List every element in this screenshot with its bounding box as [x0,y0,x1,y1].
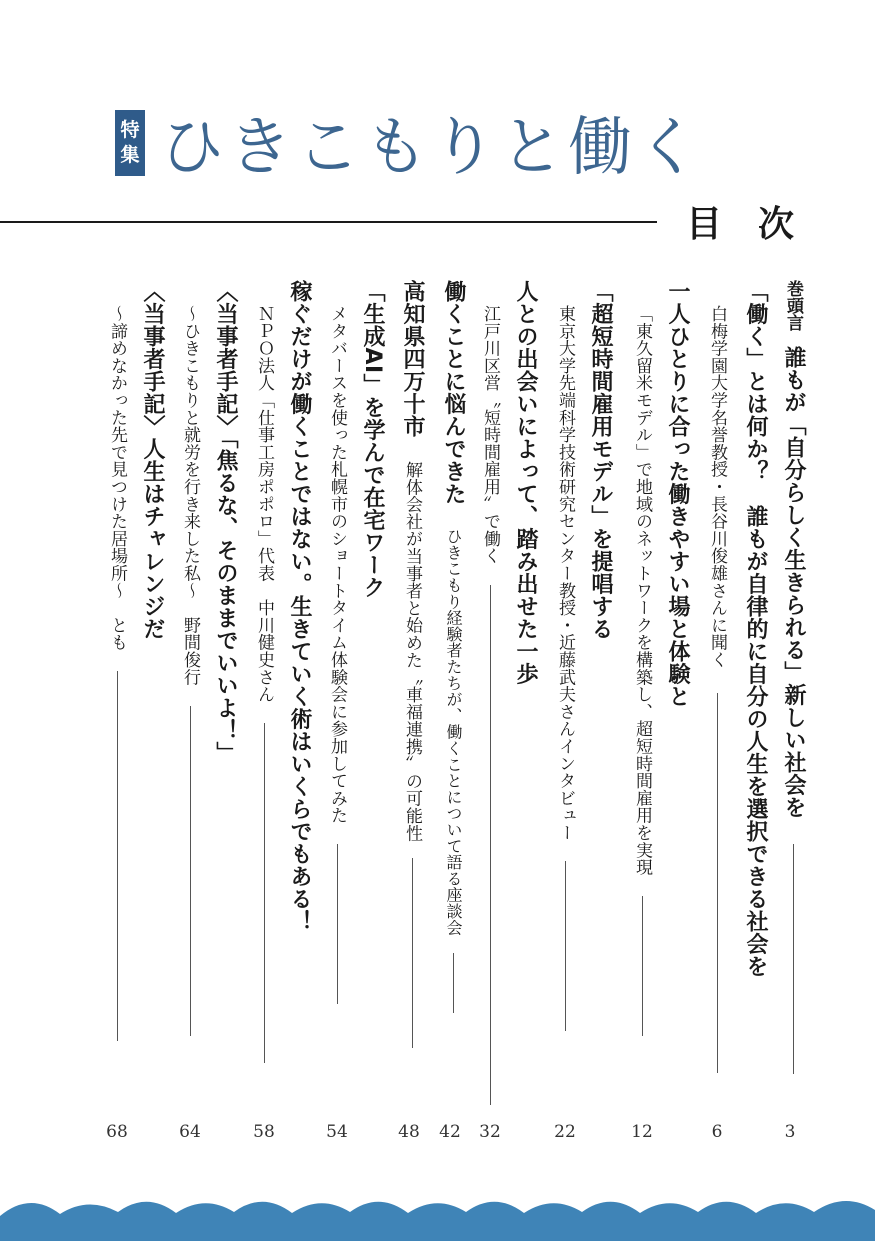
leader-line [717,693,718,1073]
toc-entry-subtitle: 白梅学園大学名誉教授・長谷川俊雄さんに聞く [707,305,727,669]
toc-entry-subtitle: 〜諦めなかった先で見つけた居場所〜 とも [107,305,127,651]
toc-column-1 [778,280,809,1090]
leader-line [793,844,794,1074]
toc-entry-title: 〈当事者手記〉人生はチャレンジだ [140,280,165,640]
toc-entry-subtitle: ひきこもり経験者たちが、働くことについて語る座談会 [444,528,463,936]
toc-column-13 [325,305,350,1115]
toc-column-18 [137,280,168,1090]
toc-column-2 [740,280,771,1090]
toc-entry-subtitle: メタバースを使った札幌市のショートタイム体験会に参加してみた [327,305,347,824]
toc-column-6 [585,280,616,1090]
toc-entry-title: 人との出会いによって、踏み出せた一歩 [513,280,538,685]
toc-column-8 [510,280,541,1090]
leader-line [453,953,454,1013]
page-number: 42 [439,1122,461,1142]
leader-line [264,723,265,1063]
toc-heading: 目 次 [686,203,795,245]
toc-column-16 [210,280,241,1090]
page-number: 32 [479,1122,501,1142]
wave-decoration [0,1186,875,1241]
toc-entry-title: 〈当事者手記〉「焦るな、そのままでいいよ！」 [213,280,238,764]
leader-line [190,706,191,1036]
toc-column-15 [252,305,277,1115]
feature-title: ひきこもりと働く [160,111,704,185]
toc-entry-subtitle: 東京大学先端科学技術研究センター教授・近藤武夫さんインタビュー [555,305,575,842]
toc-column-9 [478,305,503,1115]
toc-entry-subtitle: 解体会社が当事者と始めた〝車福連携〟の可能性 [402,460,422,842]
leader-line [490,585,491,1105]
leader-line [565,861,566,1031]
page-number: 3 [784,1122,796,1142]
toc-prefix: 巻頭言 [783,280,803,331]
page-number: 22 [554,1122,576,1142]
page-number: 48 [398,1122,420,1142]
toc-entry-title: 誰もが「自分らしく生きられる」新しい社会を [781,346,806,819]
leader-line [642,896,643,1036]
leader-line [412,858,413,1048]
toc-entry-title: 一人ひとりに合った働きやすい場と体験と [665,280,690,708]
toc-entry-title: 「生成AI」を学んで在宅ワーク [360,280,385,599]
page-number: 68 [106,1122,128,1142]
toc-entry-subtitle: 「東久留米モデル」で地域のネットワークを構築し、超短時間雇用を実現 [632,305,652,876]
page-number: 58 [253,1122,275,1142]
toc-column-14 [284,280,315,1090]
page-number: 64 [179,1122,201,1142]
leader-line [337,844,338,1004]
toc-column-4 [662,280,693,1090]
toc-entry-subtitle: 〜ひきこもりと就労を行き来した私〜 野間俊行 [180,305,200,686]
toc-entry-title: 高知県四万十市 [400,280,425,438]
tokushu-char-1: 特 [120,119,140,142]
toc-column-10 [438,280,469,1090]
page-number: 12 [631,1122,653,1142]
page-number: 54 [326,1122,348,1142]
tokushu-char-2: 集 [120,144,140,166]
toc-column-5 [630,305,655,1115]
toc-entry-title: 「超短時間雇用モデル」を提唱する [588,280,613,640]
toc-column-19 [105,305,130,1115]
toc-entry-title: 働くことに悩んできた [441,280,466,505]
leader-line [117,671,118,1041]
toc-entry-subtitle: ＮＰＯ法人「仕事工房ポポロ」代表 中川健史さん [254,305,274,703]
toc-entry-title: 稼ぐだけが働くことではない。生きていく術はいくらでもある！ [287,280,312,933]
toc-entry-title: 「働く」とは何か？ 誰もが自律的に自分の人生を選択できる社会を [743,280,768,978]
toc-column-11 [397,280,428,1090]
toc-column-3 [705,305,730,1115]
toc-column-12 [357,280,388,1090]
toc-column-17 [178,305,203,1115]
toc-column-7 [553,305,578,1115]
toc-entry-subtitle: 江戸川区営〝短時間雇用〟で働く [480,305,500,565]
page-number: 6 [711,1122,723,1142]
